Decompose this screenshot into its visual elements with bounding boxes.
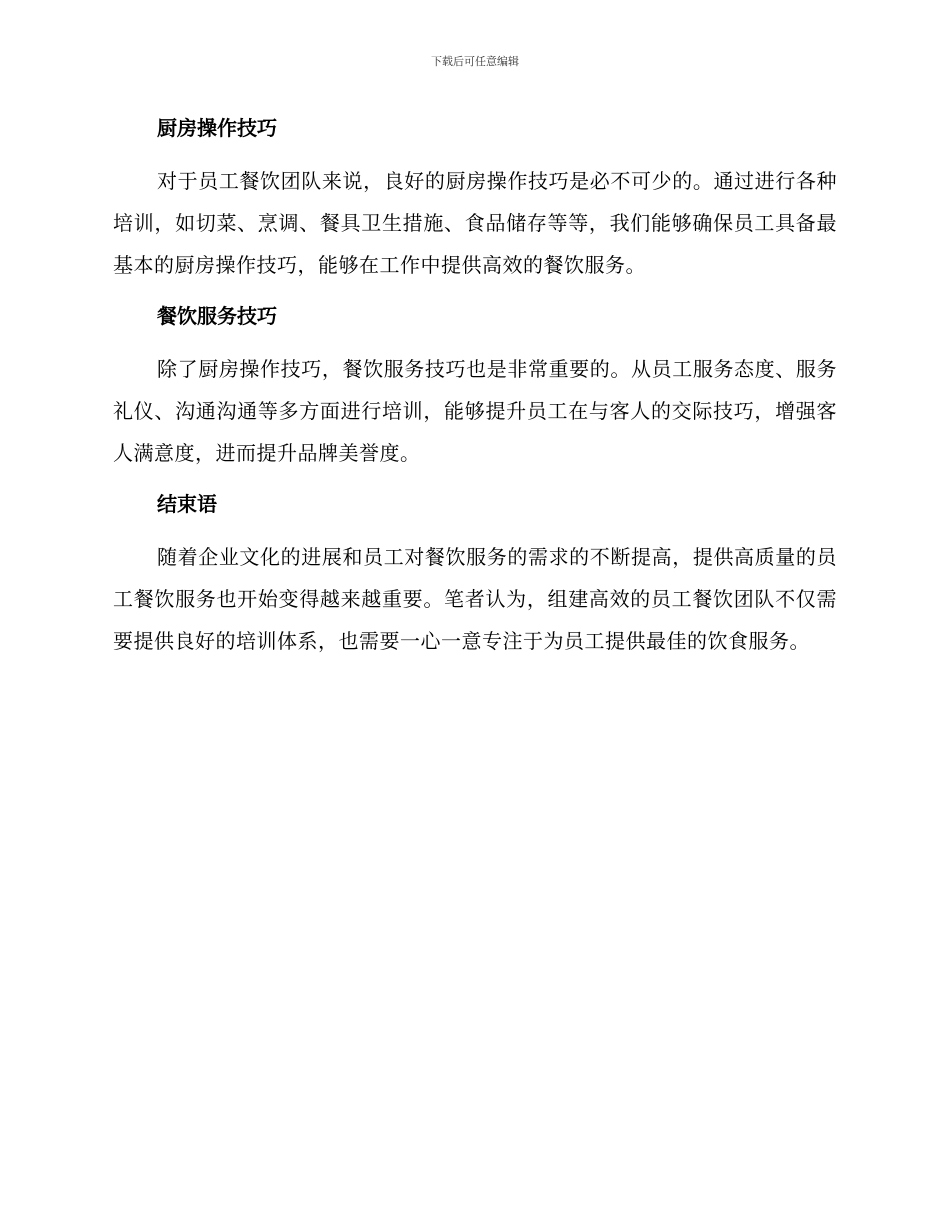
- section-heading: 结束语: [157, 492, 217, 516]
- section-service-skills: [113, 294, 837, 474]
- section-conclusion: [113, 482, 837, 662]
- section-paragraph: 除了厨房操作技巧，餐饮服务技巧也是非常重要的。从员工服务态度、服务礼仪、沟通沟通等多方面进行培训，能够提升员工在与客人的交际技巧，增强客人满意度，进而提升品牌美誉度。: [113, 357, 837, 465]
- document-content: [113, 106, 837, 670]
- section-heading: 厨房操作技巧: [157, 116, 277, 140]
- section-paragraph: 随着企业文化的进展和员工对餐饮服务的需求的不断提高，提供高质量的员工餐饮服务也开始变得越来越重要。笔者认为，组建高效的员工餐饮团队不仅需要提供良好的培训体系，也需要一心一意专注于为员工提供最佳的饮食服务。: [113, 545, 837, 653]
- page-header: 下载后可任意编辑: [431, 55, 519, 68]
- section-kitchen-skills: [113, 106, 837, 286]
- section-paragraph: 对于员工餐饮团队来说，良好的厨房操作技巧是必不可少的。通过进行各种培训，如切菜、烹调、餐具卫生措施、食品储存等等，我们能够确保员工具备最基本的厨房操作技巧，能够在工作中提供高效的餐饮服务。: [113, 169, 837, 277]
- section-heading: 餐饮服务技巧: [157, 304, 277, 328]
